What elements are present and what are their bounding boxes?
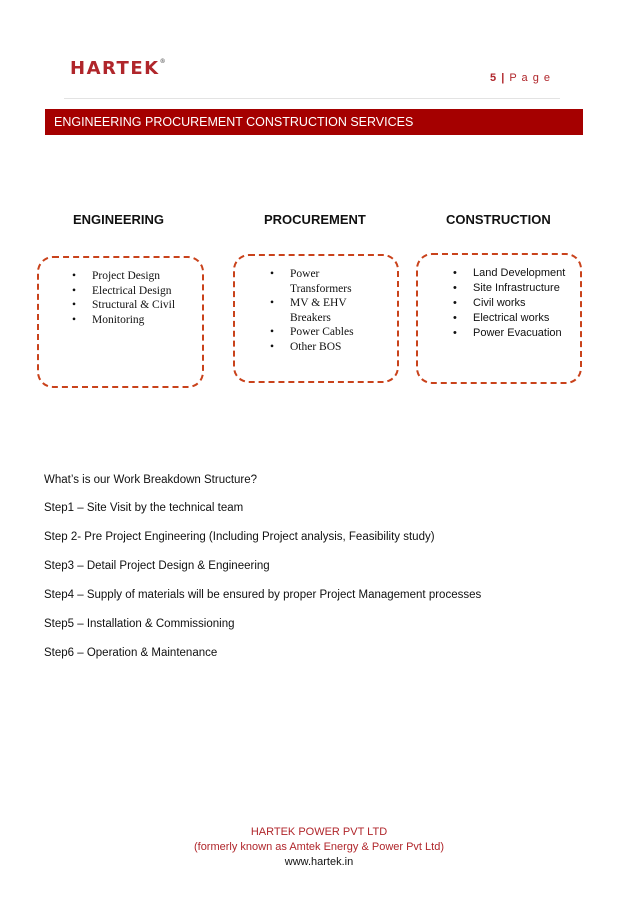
list-item: • Power Cables [270, 325, 370, 340]
list-item: • Power Evacuation [453, 326, 580, 341]
procurement-box [233, 254, 399, 383]
construction-heading: CONSTRUCTION [446, 212, 551, 227]
wbs-step-4: Step4 – Supply of materials will be ensured by proper Project Management processes [44, 589, 482, 601]
header-divider [64, 98, 560, 99]
page-footer [0, 825, 638, 870]
footer-website[interactable]: www.hartek.in [284, 856, 354, 868]
engineering-box [37, 256, 204, 388]
section-banner: ENGINEERING PROCUREMENT CONSTRUCTION SERVICES [45, 109, 583, 135]
logo-text: HARTEK [70, 58, 160, 79]
list-item: • Other BOS [270, 340, 370, 355]
page-separator: | [501, 72, 506, 84]
page-label: P a g e [509, 72, 551, 84]
list-item: • Electrical works [453, 311, 580, 326]
list-item: • Monitoring [72, 313, 202, 328]
footer-company: HARTEK POWER PVT LTD [250, 826, 388, 838]
list-item: • Power Transformers [270, 267, 370, 296]
list-item: • Electrical Design [72, 284, 202, 299]
wbs-step-5: Step5 – Installation & Commissioning [44, 618, 235, 630]
wbs-step-6: Step6 – Operation & Maintenance [44, 647, 218, 659]
engineering-heading: ENGINEERING [73, 212, 165, 227]
list-item: • Project Design [72, 269, 202, 284]
engineering-list [72, 269, 202, 327]
construction-box [416, 253, 582, 384]
construction-list [453, 266, 580, 341]
wbs-question: What’s is our Work Breakdown Structure? [44, 474, 258, 486]
wbs-step-2: Step 2- Pre Project Engineering (Including Project analysis, Feasibility study) [44, 531, 435, 543]
list-item: • Site Infrastructure [453, 281, 580, 296]
list-item: • Structural & Civil [72, 298, 202, 313]
registered-mark: ® [159, 58, 166, 65]
page-number-value: 5 [490, 72, 498, 84]
page-number [490, 72, 551, 84]
procurement-heading: PROCUREMENT [264, 212, 366, 227]
list-item: • MV & EHV Breakers [270, 296, 370, 325]
hartek-logo [70, 58, 166, 79]
procurement-list [270, 267, 370, 354]
wbs-step-3: Step3 – Detail Project Design & Engineering [44, 560, 270, 572]
footer-formerly: (formerly known as Amtek Energy & Power Pvt Ltd) [193, 841, 445, 853]
wbs-step-1: Step1 – Site Visit by the technical team [44, 502, 244, 514]
list-item: • Civil works [453, 296, 580, 311]
list-item: • Land Development [453, 266, 580, 281]
